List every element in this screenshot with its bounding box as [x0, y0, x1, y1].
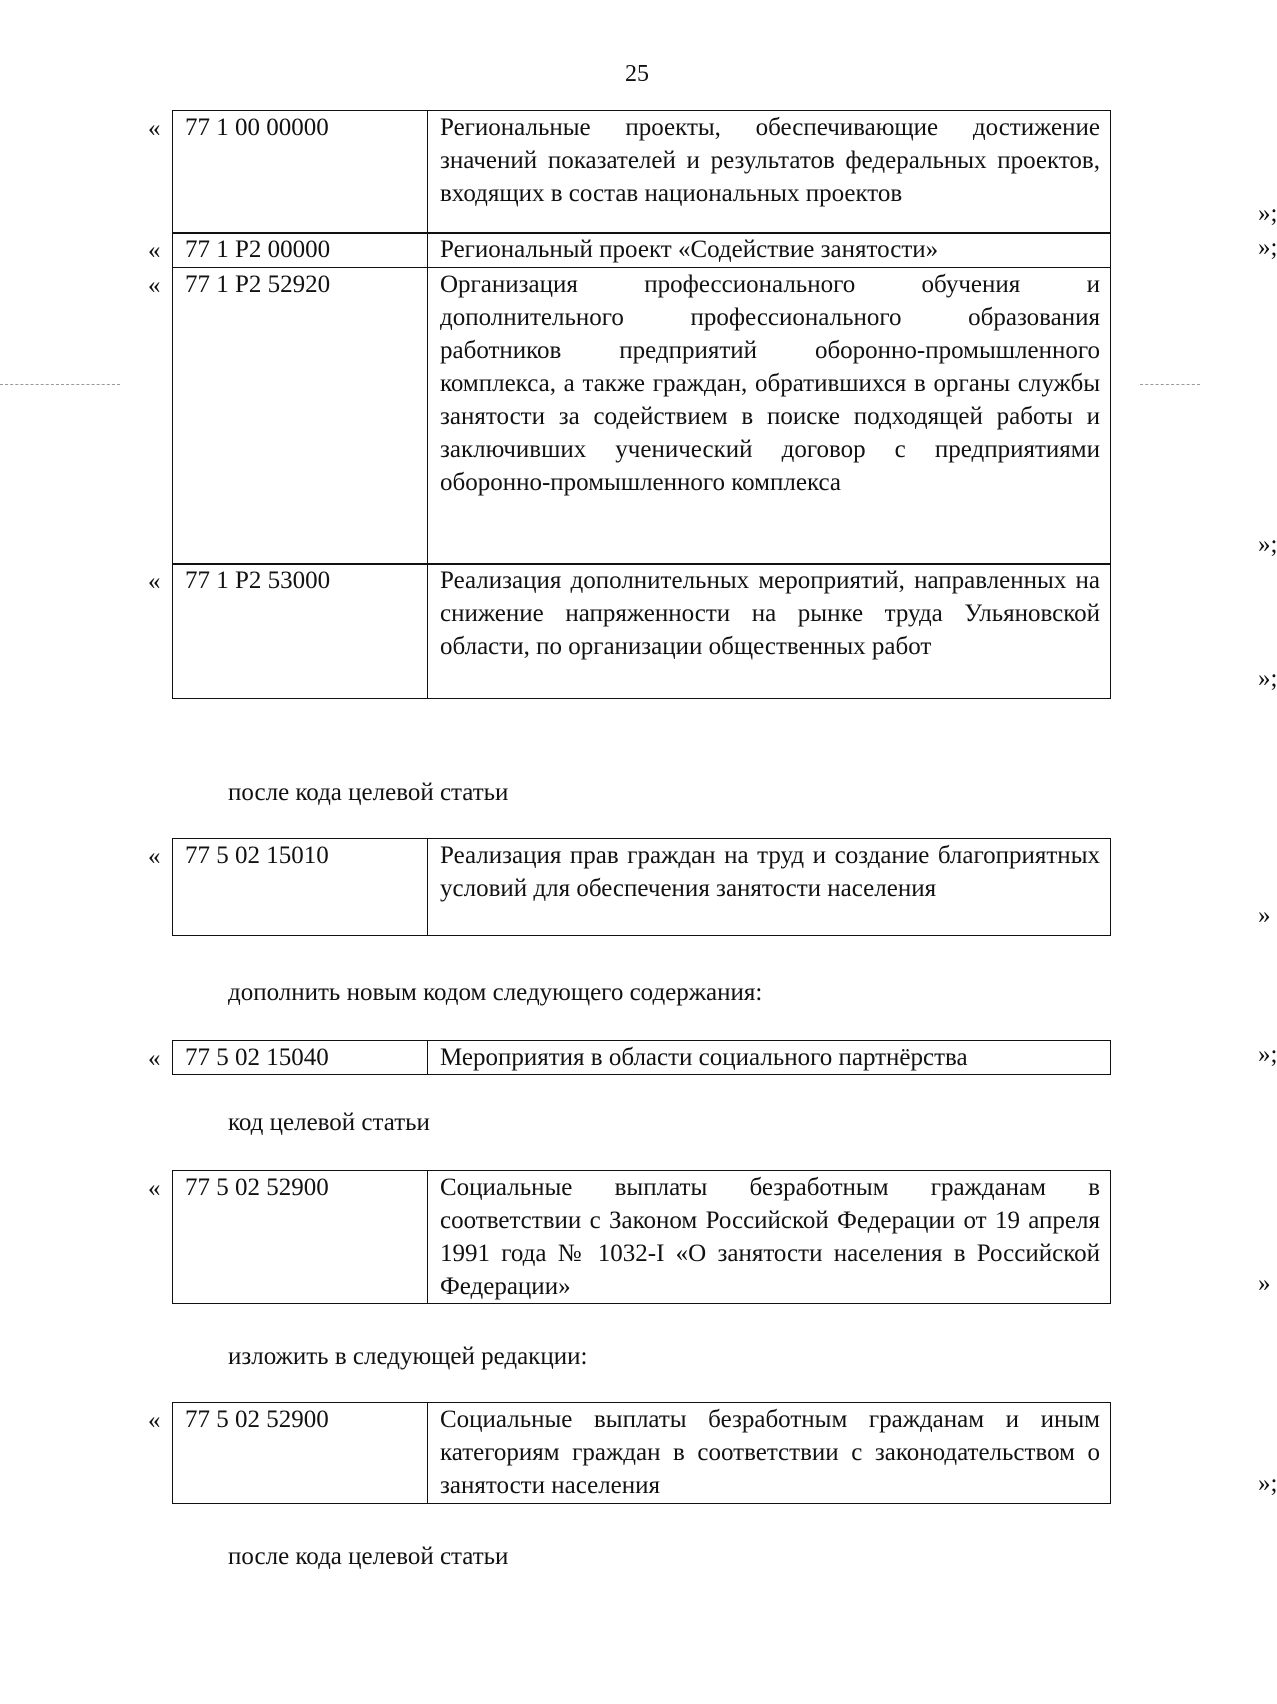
- name-cell: Мероприятия в области социального партнёрства: [428, 1041, 1111, 1075]
- name-cell: Социальные выплаты безработным гражданам в соответствии с Законом Российской Федерации от 19 апреля 1991 года № 1032-I «О занятости населения в Российской Федерации»: [428, 1171, 1111, 1304]
- instruction-text: дополнить новым кодом следующего содержания:: [228, 979, 763, 1006]
- closing-quote: »: [1258, 1270, 1271, 1297]
- table-row: [140, 1170, 1271, 1304]
- opening-quote: «: [148, 1175, 161, 1202]
- instruction-text: код целевой статьи: [228, 1109, 430, 1136]
- name-cell: Региональные проекты, обеспечивающие достижение значений показателей и результатов федеральных проектов, входящих в состав национальных проектов: [428, 111, 1111, 234]
- table-row: [140, 838, 1271, 936]
- opening-quote: «: [148, 271, 161, 299]
- name-cell: Реализация дополнительных мероприятий, направленных на снижение напряженности на рынке труда Ульяновской области, по организации общественных работ: [428, 564, 1111, 699]
- instruction-text: после кода целевой статьи: [228, 779, 509, 806]
- target-article-table-2: [140, 838, 1271, 936]
- code-cell: 77 1 00 00000: [173, 111, 428, 234]
- closing-quote: »;: [1258, 234, 1277, 262]
- opening-quote: «: [148, 115, 161, 142]
- page-number: 25: [625, 61, 649, 87]
- target-article-table-3: [140, 1040, 1277, 1075]
- code-cell: 77 5 02 15040: [173, 1041, 428, 1075]
- name-cell: Региональный проект «Содействие занятости»: [428, 233, 1111, 268]
- instruction-text: после кода целевой статьи: [228, 1543, 509, 1570]
- scan-artifact: [1140, 384, 1200, 386]
- name-cell: Реализация прав граждан на труд и создание благоприятных условий для обеспечения занятости населения: [428, 839, 1111, 936]
- code-cell: 77 5 02 15010: [173, 839, 428, 936]
- closing-quote: »: [1258, 902, 1271, 929]
- table-row: [140, 563, 1277, 699]
- closing-quote: »;: [1258, 1470, 1277, 1497]
- code-cell: 77 5 02 52900: [173, 1403, 428, 1504]
- opening-quote: «: [148, 237, 161, 265]
- opening-quote: «: [148, 568, 161, 596]
- closing-quote: »;: [1258, 1041, 1277, 1068]
- table-row: [140, 267, 1277, 565]
- target-article-table-4: [140, 1170, 1271, 1304]
- table-row: [140, 1402, 1277, 1504]
- name-cell: Социальные выплаты безработным гражданам и иным категориям граждан в соответствии с законодательством о занятости населения: [428, 1403, 1111, 1504]
- table-row: [140, 232, 1277, 268]
- closing-quote: »;: [1258, 200, 1277, 227]
- target-article-table-1: [140, 110, 1277, 699]
- closing-quote: »;: [1258, 530, 1277, 558]
- table-row: [140, 110, 1277, 234]
- code-cell: 77 1 Р2 00000: [173, 233, 428, 268]
- code-cell: 77 5 02 52900: [173, 1171, 428, 1304]
- scan-artifact: [0, 384, 120, 386]
- opening-quote: «: [148, 843, 161, 870]
- code-cell: 77 1 Р2 52920: [173, 267, 428, 564]
- instruction-text: изложить в следующей редакции:: [228, 1343, 588, 1370]
- opening-quote: «: [148, 1407, 161, 1434]
- code-cell: 77 1 Р2 53000: [173, 564, 428, 699]
- table-row: [140, 1040, 1277, 1075]
- opening-quote: «: [148, 1045, 161, 1072]
- name-cell: Организация профессионального обучения и дополнительного профессионального образования работников предприятий оборонно-промышленного комплекса, а также граждан, обратившихся в органы службы занятости за содействием в поиске подходящей работы и заключивших ученический договор с предприятиями оборонно-промышленного комплекса: [428, 267, 1111, 564]
- closing-quote: »;: [1258, 665, 1277, 693]
- target-article-table-5: [140, 1402, 1277, 1504]
